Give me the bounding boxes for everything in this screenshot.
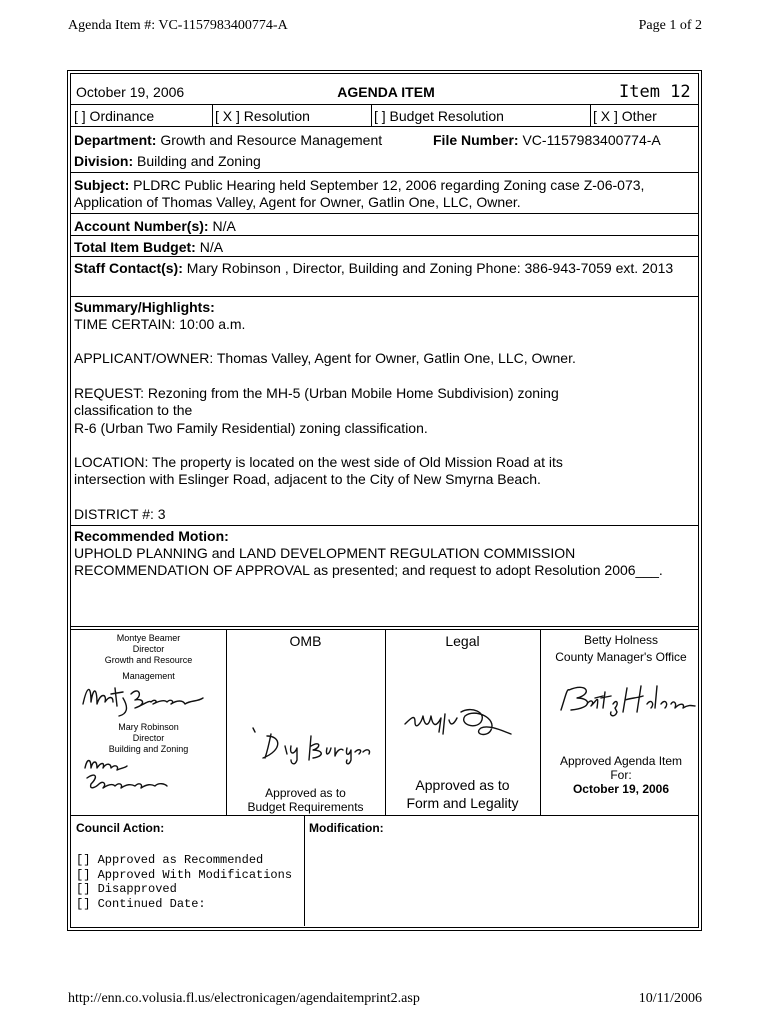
- manager-office: County Manager's Office: [555, 650, 687, 664]
- council-option-modified: [] Approved With Modifications: [76, 868, 293, 882]
- file-number-label: File Number:: [433, 132, 519, 148]
- signer-1-name: Montye Beamer: [116, 633, 181, 643]
- legal-approval-1: Approved as to: [415, 777, 510, 793]
- item-number: Item 12: [619, 82, 691, 102]
- summary-label: Summary/Highlights:: [74, 299, 215, 315]
- council-option-approved: [] Approved as Recommended: [76, 853, 264, 867]
- agenda-form: [67, 70, 702, 931]
- staff-label: Staff Contact(s):: [74, 260, 183, 276]
- signer-1-dept: Growth and Resource: [104, 655, 193, 665]
- budget-value: N/A: [195, 239, 224, 255]
- manager-approved-date: October 19, 2006: [572, 782, 670, 796]
- division-value: Building and Zoning: [133, 153, 261, 169]
- summary-location: LOCATION: The property is located on the west side of Old Mission Road at its intersection with Eslinger Road, adjacent to the City of New Smyrna Beach.: [74, 454, 563, 487]
- type-ordinance: [ ] Ordinance: [74, 108, 155, 124]
- legal-approval-2: Form and Legality: [406, 795, 519, 811]
- divider: [71, 126, 698, 127]
- divider: [212, 104, 213, 126]
- total-item-budget: [74, 239, 223, 256]
- signer-2-dept: Building and Zoning: [108, 744, 189, 754]
- department-line: [74, 132, 382, 149]
- staff-contact: [74, 260, 699, 277]
- council-action-label: Council Action:: [76, 821, 165, 835]
- page-url: http://enn.co.volusia.fl.us/electronicagen/agendaitemprint2.asp: [68, 991, 420, 1006]
- subject: [74, 177, 684, 211]
- page-header-id: Agenda Item #: VC-1157983400774-A: [68, 18, 288, 33]
- divider: [71, 235, 698, 236]
- divider: [71, 104, 698, 105]
- signature-beamer: [79, 678, 209, 718]
- account-label: Account Number(s):: [74, 218, 209, 234]
- signature-holness: [557, 680, 699, 720]
- agenda-form-inner: [70, 73, 699, 928]
- divider: [304, 815, 305, 926]
- summary-request: REQUEST: Rezoning from the MH-5 (Urban Mobile Home Subdivision) zoning classification to the: [74, 385, 559, 418]
- omb-approval-1: Approved as to: [265, 786, 346, 800]
- subject-label: Subject:: [74, 177, 130, 193]
- summary-district: DISTRICT #: 3: [74, 506, 166, 522]
- motion-text: UPHOLD PLANNING and LAND DEVELOPMENT REGULATION COMMISSION RECOMMENDATION OF APPROVAL as presented; and request to adopt Resolution 2006___.: [74, 545, 663, 578]
- manager-name: Betty Holness: [583, 633, 659, 647]
- signer-1-title: Director: [132, 644, 165, 654]
- signature-omb: [251, 726, 381, 766]
- divider: [71, 626, 698, 627]
- divider: [71, 256, 698, 257]
- signer-2-title: Director: [132, 733, 165, 743]
- omb-approval-2: Budget Requirements: [247, 800, 364, 814]
- staff-value: Mary Robinson , Director, Building and Zoning Phone: 386-943-7059 ext. 2013: [182, 260, 674, 276]
- department-value: Growth and Resource Management: [156, 132, 383, 148]
- type-other: [ X ] Other: [593, 108, 657, 124]
- summary-time: TIME CERTAIN: 10:00 a.m.: [74, 316, 246, 332]
- divider: [71, 213, 698, 214]
- divider: [371, 104, 372, 126]
- page-number: Page 1 of 2: [638, 18, 702, 33]
- signature-legal: [401, 704, 521, 754]
- council-option-disapproved: [] Disapproved: [76, 882, 177, 896]
- account-value: N/A: [208, 218, 236, 234]
- council-option-continued: [] Continued Date:: [76, 897, 206, 911]
- type-budget-resolution: [ ] Budget Resolution: [374, 108, 504, 124]
- signer-1-dept-2: Management: [122, 671, 175, 681]
- manager-approved: Approved Agenda Item: [559, 754, 683, 768]
- signature-robinson: [81, 754, 191, 796]
- subject-value: PLDRC Public Hearing held September 12, 2006 regarding Zoning case Z-06-073, Application of Thomas Valley, Agent for Owner, Gatlin One, LLC, Owner.: [74, 177, 645, 210]
- account-number: [74, 218, 236, 235]
- department-label: Department:: [74, 132, 157, 148]
- summary-applicant: APPLICANT/OWNER: Thomas Valley, Agent for Owner, Gatlin One, LLC, Owner.: [74, 350, 576, 366]
- divider: [71, 172, 698, 173]
- budget-label: Total Item Budget:: [74, 239, 196, 255]
- division-line: [74, 153, 261, 170]
- divider: [71, 525, 698, 526]
- omb-header: OMB: [289, 633, 322, 649]
- agenda-title: AGENDA ITEM: [337, 84, 435, 100]
- manager-approved-for: For:: [610, 768, 632, 782]
- print-date: 10/11/2006: [638, 991, 702, 1006]
- file-number-line: [433, 132, 661, 149]
- signer-2-name: Mary Robinson: [118, 722, 179, 732]
- motion-label: Recommended Motion:: [74, 528, 229, 544]
- type-resolution: [ X ] Resolution: [215, 108, 310, 124]
- divider: [590, 104, 591, 126]
- file-number-value: VC-1157983400774-A: [518, 132, 661, 148]
- legal-header: Legal: [445, 633, 480, 649]
- divider: [71, 296, 698, 297]
- division-label: Division:: [74, 153, 134, 169]
- agenda-date: October 19, 2006: [76, 84, 185, 100]
- summary-request-2: R-6 (Urban Two Family Residential) zoning classification.: [74, 420, 428, 436]
- modification-label: Modification:: [309, 821, 384, 835]
- divider: [71, 815, 698, 816]
